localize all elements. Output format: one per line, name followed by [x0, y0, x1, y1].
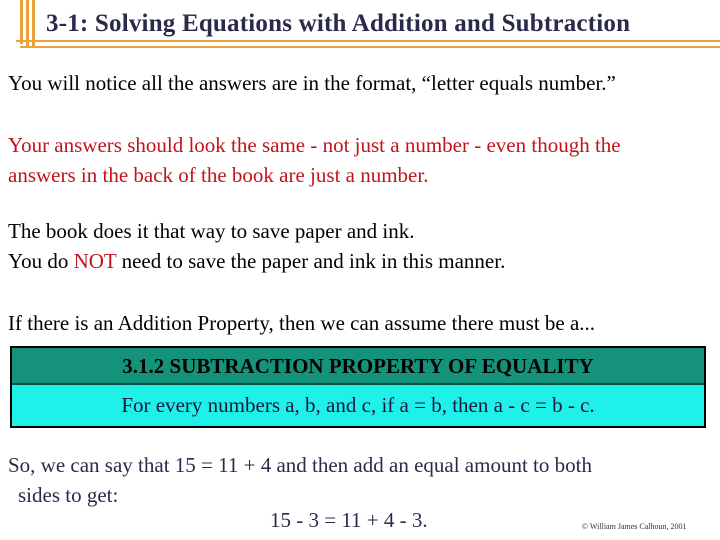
book-note-line-2 — [8, 246, 505, 276]
title-underline-2 — [20, 46, 720, 48]
title-underline-1 — [16, 40, 720, 42]
property-box — [10, 346, 706, 428]
intro-paragraph: You will notice all the answers are in the format, “letter equals number.” — [8, 71, 616, 95]
example-line-1: So, we can say that 15 = 11 + 4 and then add an equal amount to both — [8, 453, 592, 477]
property-heading: 3.1.2 SUBTRACTION PROPERTY OF EQUALITY — [12, 348, 704, 385]
not-emphasis: NOT — [73, 249, 117, 273]
answer-format-line-1: Your answers should look the same - not just a number - even though the — [8, 133, 621, 157]
copyright-notice: © William James Calhoun, 2001 — [582, 522, 687, 531]
title-vertical-bar-1 — [20, 0, 23, 44]
page-title: 3-1: Solving Equations with Addition and Subtraction — [46, 10, 631, 37]
book-note-line-1: The book does it that way to save paper and ink. — [8, 219, 415, 243]
book-note-paragraph — [8, 216, 505, 276]
answer-format-paragraph — [8, 130, 621, 190]
addition-property-lead-in: If there is an Addition Property, then we can assume there must be a... — [8, 311, 596, 335]
book-note-text-before: You do — [8, 249, 74, 273]
example-equation: 15 - 3 = 11 + 4 - 3. — [270, 508, 428, 532]
property-statement: For every numbers a, b, and c, if a = b, then a - c = b - c. — [12, 385, 704, 426]
answer-format-line-2: answers in the back of the book are just a number. — [8, 163, 429, 187]
example-line-2: sides to get: — [18, 483, 119, 507]
book-note-text-after: need to save the paper and ink in this manner. — [116, 249, 506, 273]
